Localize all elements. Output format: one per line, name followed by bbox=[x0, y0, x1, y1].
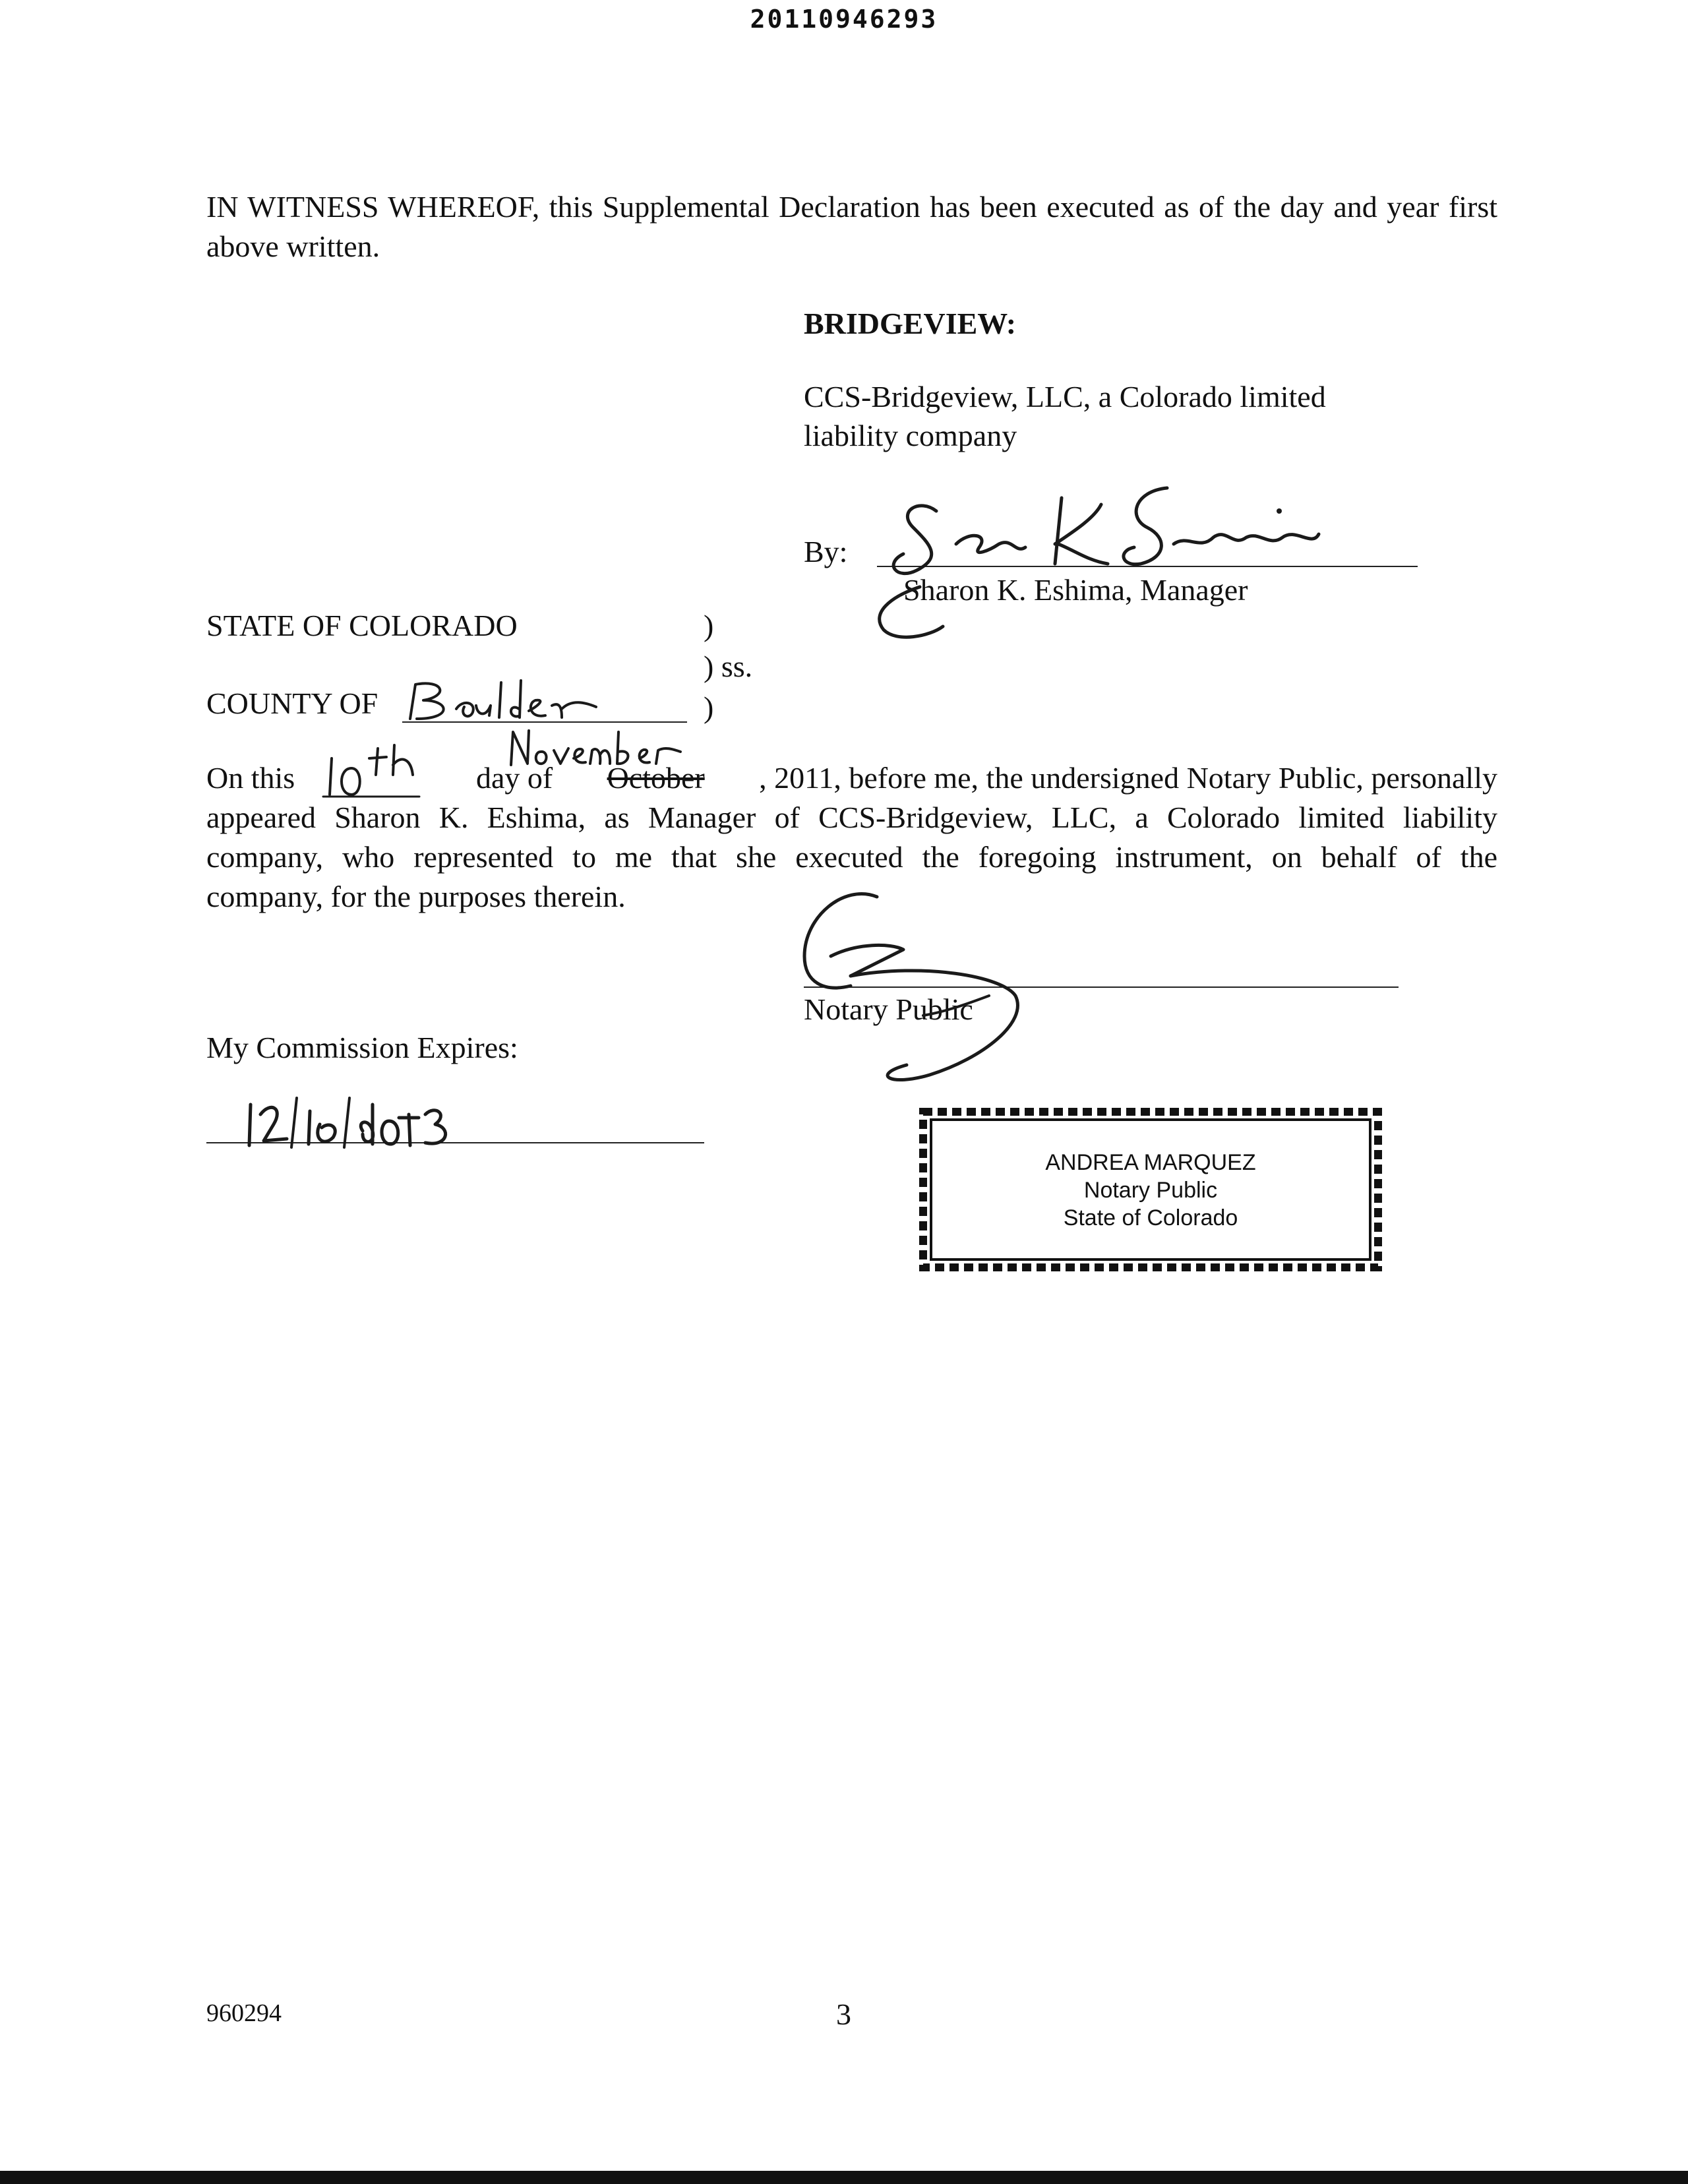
venue-ss: ) ss. bbox=[704, 650, 753, 683]
entity-line-2: liability company bbox=[804, 419, 1017, 452]
signer-name-title: Sharon K. Eshima, Manager bbox=[903, 573, 1248, 607]
stamp-state: State of Colorado bbox=[1063, 1205, 1238, 1230]
record-number: 20110946293 bbox=[750, 5, 938, 34]
commission-label: My Commission Expires: bbox=[206, 1031, 518, 1064]
stamp-title: Notary Public bbox=[1083, 1178, 1218, 1203]
handwritten-day bbox=[322, 739, 421, 798]
handwritten-commission-date bbox=[237, 1091, 462, 1151]
entity-line-1: CCS-Bridgeview, LLC, a Colorado limited bbox=[804, 380, 1326, 413]
signatory-heading: BRIDGEVIEW: bbox=[804, 307, 1017, 340]
handwritten-month bbox=[508, 725, 686, 772]
handwritten-county bbox=[404, 673, 601, 725]
notary-signature bbox=[791, 877, 1121, 1088]
ack-struck-month: October bbox=[607, 761, 705, 795]
page-number: 3 bbox=[836, 1997, 851, 2031]
footer-doc-id: 960294 bbox=[206, 1999, 282, 2027]
ack-line-4: company, for the purposes therein. bbox=[206, 880, 626, 913]
ack-day-of: day of bbox=[475, 761, 553, 795]
state-label: STATE OF COLORADO bbox=[206, 609, 518, 642]
ack-line-2: appeared Sharon K. Eshima, as Manager of CCS-Bridgeview, LLC, a Colorado limited liability bbox=[206, 801, 1497, 834]
notary-label: Notary Public bbox=[804, 992, 973, 1026]
county-label: COUNTY OF bbox=[206, 686, 378, 720]
venue-paren-bottom: ) bbox=[704, 690, 714, 724]
ack-line-3: company, who represented to me that she executed the foregoing instrument, on behalf of the bbox=[206, 840, 1497, 874]
ack-on-this: On this bbox=[206, 761, 295, 795]
venue-paren-top: ) bbox=[704, 609, 714, 642]
by-label: By: bbox=[804, 535, 848, 568]
signature-sharon-eshima bbox=[857, 471, 1358, 643]
ack-rest-line-1: , 2011, before me, the undersigned Notary Public, personally bbox=[759, 761, 1497, 795]
scan-edge-bar bbox=[0, 2171, 1688, 2184]
stamp-name: ANDREA MARQUEZ bbox=[1045, 1150, 1256, 1175]
witness-paragraph: IN WITNESS WHEREOF, this Supplemental Declaration has been executed as of the day and year first above written. bbox=[206, 190, 1497, 263]
notary-stamp bbox=[917, 1105, 1385, 1274]
